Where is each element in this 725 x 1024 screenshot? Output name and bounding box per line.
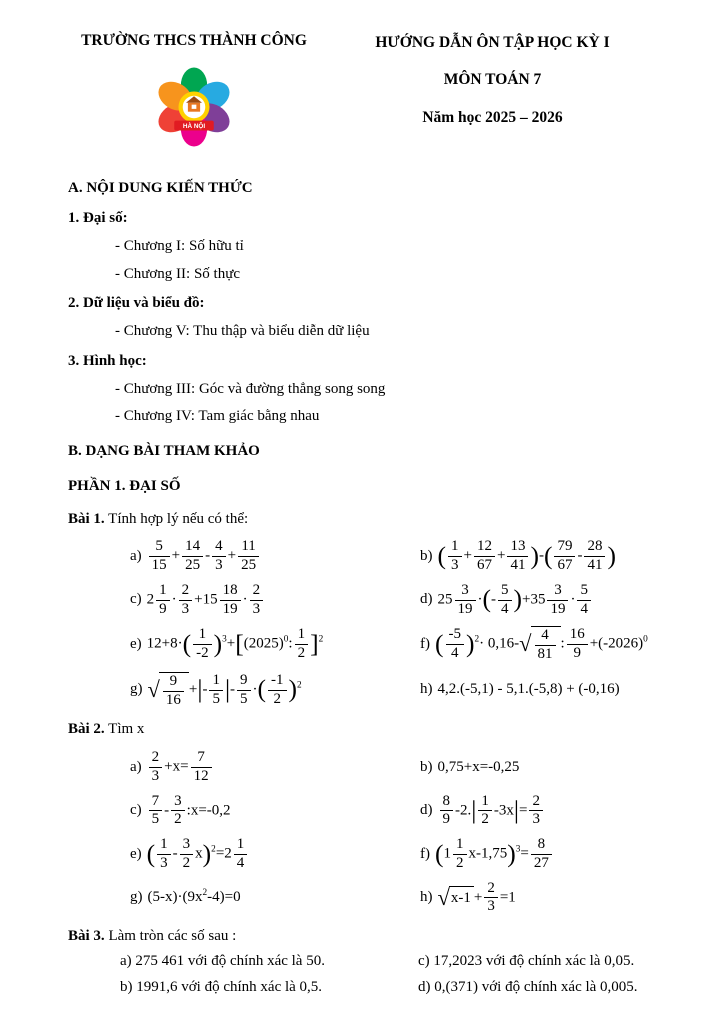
- item-tag: d): [420, 802, 433, 819]
- school-logo-icon: [147, 60, 241, 154]
- exercise-1-title: [68, 509, 665, 531]
- exercise-2-title: [68, 719, 665, 741]
- item-tag: a): [130, 547, 142, 564]
- item-tag: a): [130, 758, 142, 775]
- doc-subject: MÔN TOÁN 7: [443, 71, 542, 89]
- exercise-item-2a: [130, 750, 420, 785]
- exercise-item-2f: [420, 837, 665, 872]
- document-header: [68, 30, 665, 154]
- exercise-3-items: [120, 951, 665, 999]
- school-name: TRƯỜNG THCS THÀNH CÔNG: [81, 32, 307, 49]
- exercise-1-items: [130, 539, 665, 708]
- math-expression: $\frac{7}{5}$ - $\frac{3}{2}$ :x=-0,2: [147, 794, 231, 829]
- math-expression: $(5-x)\cdot(9x^2-4)=0$: [147, 888, 241, 906]
- math-expression: ( $\frac{1}{3}$ + $\frac{12}{67}$ + $\frac{13}{41}$ )-( $\frac{79}{67}$ - $\frac{28}{41}$ ): [437, 538, 616, 574]
- doc-year: Năm học 2025 – 2026: [422, 108, 563, 126]
- exercise-3-instruction: Làm tròn các số sau :: [104, 928, 237, 945]
- logo-banner-text: HÀ NỘI: [182, 123, 206, 131]
- exercise-item-1d: [420, 583, 665, 618]
- chapter-line: - Chương III: Góc và đường thẳng song song: [115, 380, 386, 397]
- chapter-line: - Chương I: Số hữu tỉ: [115, 237, 244, 254]
- math-expression: 4,2.(-5,1) - 5,1.(-5,8) + (-0,16): [437, 681, 620, 698]
- exercise-item-2e: [130, 837, 420, 872]
- math-expression: $\frac{2}{3}$ +x= $\frac{7}{12}$: [147, 750, 214, 785]
- item-tag: h): [420, 681, 433, 698]
- exercise-item-2b: [420, 757, 665, 779]
- math-expression: ( $\frac{-5}{4}$ )$^2$· 0,16- √ $\frac{4}{81}$ : $\frac{16}{9}$ $+(-2026)^0$: [435, 626, 648, 663]
- exercise-item-2c: [130, 794, 420, 829]
- exercise-item-1f: [420, 626, 665, 663]
- item-tag: b): [420, 547, 433, 564]
- item-tag: f): [420, 845, 430, 862]
- rounding-item-b: b) 1991,6 với độ chính xác là 0,5.: [120, 978, 323, 995]
- exercise-item-2d: [420, 794, 665, 829]
- rounding-item-d: d) 0,(371) với độ chính xác là 0,005.: [418, 978, 638, 995]
- exercise-item-1g: [130, 672, 420, 709]
- group-title: 1. Đại số:: [68, 210, 128, 227]
- section-a-group-3: [68, 351, 665, 428]
- math-expression: 25 $\frac{3}{19}$ ·(- $\frac{5}{4}$ )+35 $\frac{3}{19}$ · $\frac{5}{4}$: [438, 583, 593, 618]
- rounding-item-c: c) 17,2023 với độ chính xác là 0,05.: [418, 952, 635, 969]
- math-expression: 0,75+x=-0,25: [437, 758, 520, 775]
- school-logo: [68, 60, 320, 154]
- item-tag: c): [130, 802, 142, 819]
- item-tag: c): [130, 591, 142, 608]
- exercise-3-title: [68, 926, 665, 948]
- exercise-item-1e: [130, 627, 420, 662]
- part1-heading: PHẦN 1. ĐẠI SỐ: [68, 477, 181, 494]
- exercise-1-instruction: Tính hợp lý nếu có thể:: [104, 510, 249, 527]
- item-tag: g): [130, 681, 143, 698]
- exercise-2-items: [130, 750, 665, 915]
- math-expression: $\frac{5}{15}$ + $\frac{14}{25}$ - $\frac{4}{3}$ + $\frac{11}{25}$: [147, 539, 261, 574]
- item-tag: e): [130, 635, 142, 652]
- header-left: [68, 30, 320, 154]
- exercise-1-label: Bài 1.: [68, 510, 105, 527]
- chapter-line: - Chương II: Số thực: [115, 265, 241, 282]
- exercise-2-instruction: Tìm x: [104, 721, 145, 738]
- math-expression: ( $\frac{1}{3}$ - $\frac{3}{2}$ x)$^2$=2 $\frac{1}{4}$: [147, 837, 250, 872]
- math-expression: √ $\frac{9}{16}$ +|- $\frac{1}{5}$ |- $\frac{9}{5}$ ·( $\frac{-1}{2}$ )$^2$: [147, 671, 302, 708]
- group-title: 2. Dữ liệu và biểu đồ:: [68, 295, 205, 312]
- math-expression: 2 $\frac{1}{9}$ · $\frac{2}{3}$ +15 $\frac{18}{19}$ · $\frac{2}{3}$: [147, 583, 265, 618]
- logo-banner: [174, 121, 213, 131]
- exercise-item-1a: [130, 539, 420, 574]
- item-tag: d): [420, 591, 433, 608]
- exercise-item-1h: [420, 679, 665, 701]
- section-a-heading: A. NỘI DUNG KIẾN THỨC: [68, 180, 253, 197]
- section-a-group-2: [68, 293, 665, 343]
- chapter-line: - Chương V: Thu thập và biểu diễn dữ liệu: [115, 323, 370, 340]
- math-expression: (1 $\frac{1}{2}$ x-1,75)$^3$= $\frac{8}{27}$: [435, 837, 554, 872]
- item-tag: f): [420, 635, 430, 652]
- exercise-2-label: Bài 2.: [68, 721, 105, 738]
- rounding-item-a: a) 275 461 với độ chính xác là 50.: [120, 952, 325, 969]
- header-right: [320, 30, 665, 129]
- math-expression: $\frac{8}{9}$ -2.| $\frac{1}{2}$ -3x|= $\frac{2}{3}$: [438, 794, 545, 829]
- section-b-heading: B. DẠNG BÀI THAM KHẢO: [68, 443, 260, 460]
- math-expression: 12+8·( $\frac{1}{-2}$ )$^3+[(2025)^0$: $\frac{1}{2}$ ]$^2$: [146, 626, 324, 662]
- item-tag: h): [420, 889, 433, 906]
- exercise-item-1c: [130, 583, 420, 618]
- item-tag: g): [130, 889, 143, 906]
- item-tag: b): [420, 758, 433, 775]
- doc-title: HƯỚNG DẪN ÔN TẬP HỌC KỲ I: [375, 34, 610, 51]
- exercise-item-2g: [130, 887, 420, 909]
- math-expression: √ x-1 + $\frac{2}{3}$ =1: [437, 879, 516, 915]
- group-title: 3. Hình học:: [68, 352, 147, 369]
- item-tag: e): [130, 845, 142, 862]
- exercise-item-2h: [420, 881, 665, 916]
- chapter-line: - Chương IV: Tam giác bằng nhau: [115, 408, 320, 425]
- exercise-3-label: Bài 3.: [68, 928, 105, 945]
- exercise-item-1b: [420, 539, 665, 574]
- section-a-group-1: [68, 208, 665, 285]
